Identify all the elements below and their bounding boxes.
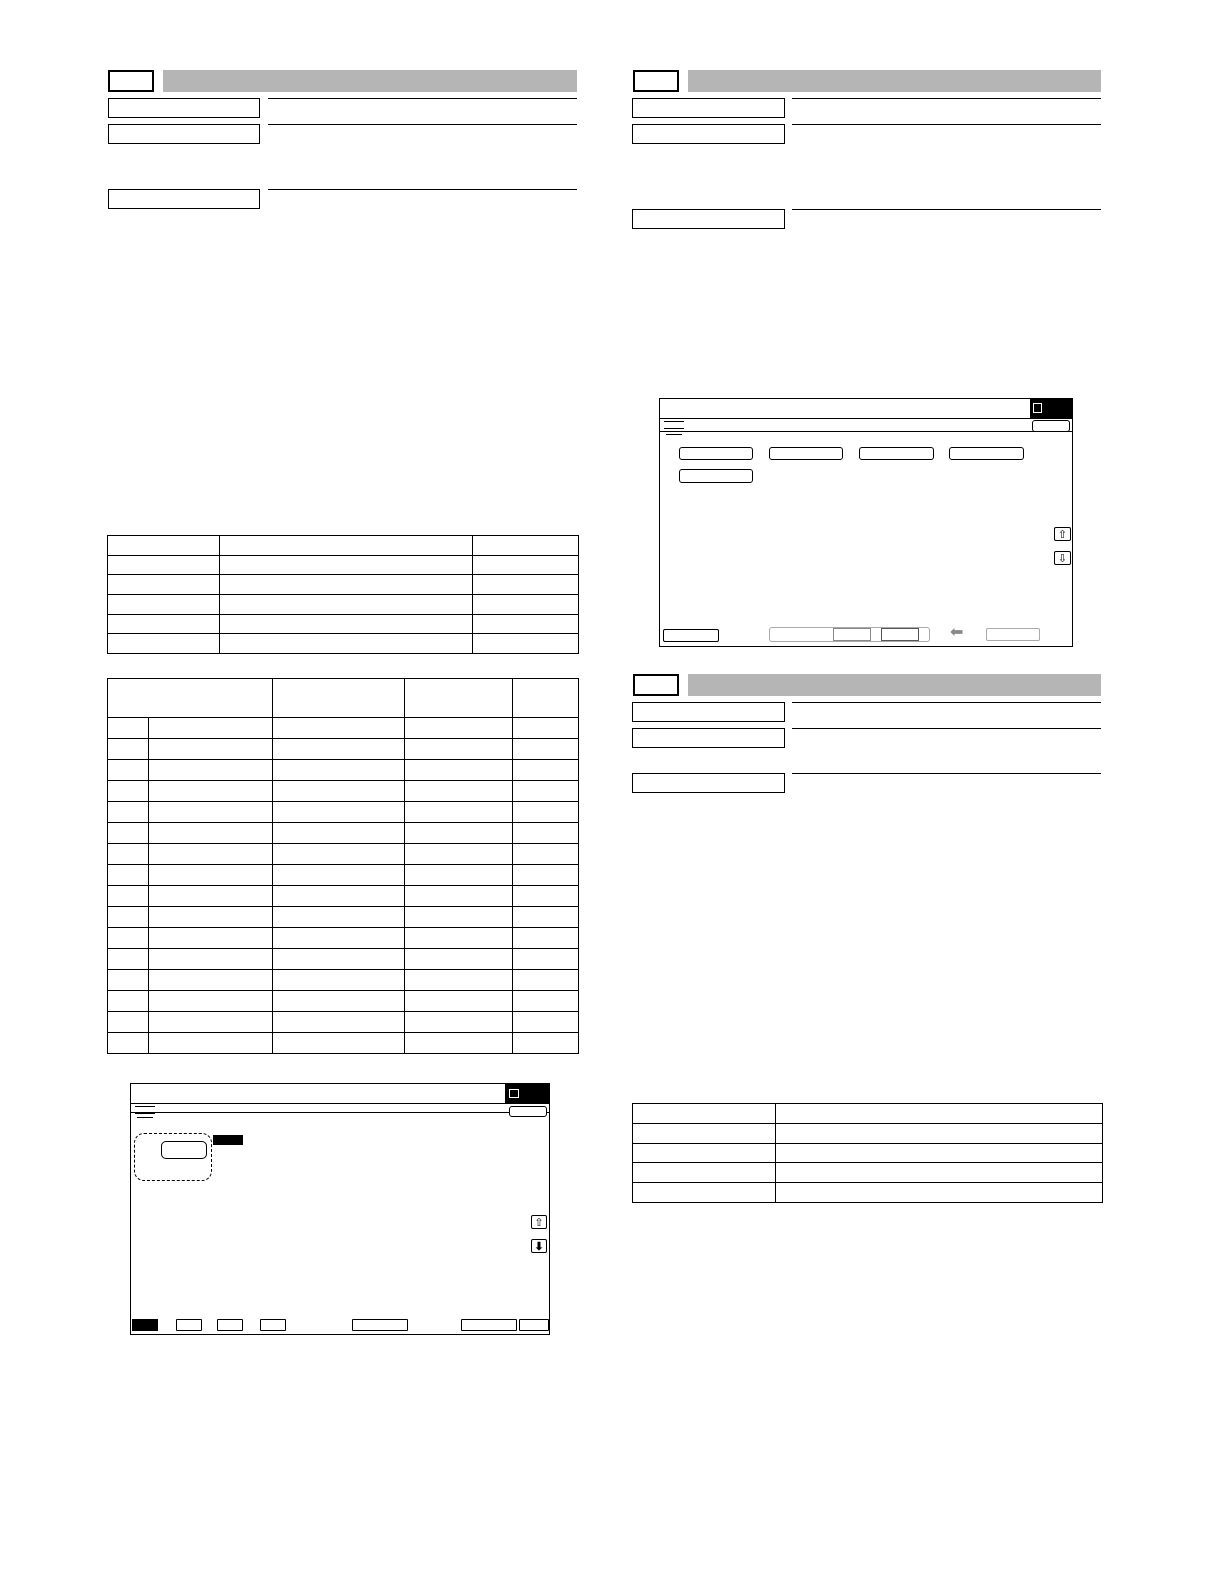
arrow-down-icon: ⬇	[534, 1241, 544, 1253]
tab-3[interactable]	[217, 1319, 243, 1331]
value-increment-button[interactable]	[881, 628, 919, 641]
table-row	[108, 823, 579, 844]
right-section-a-number-box	[633, 70, 679, 92]
status-badge	[213, 1135, 243, 1145]
menu-lines-icon	[664, 421, 684, 429]
left-param-rule-1	[268, 98, 577, 99]
value-decrement-button[interactable]	[833, 628, 871, 641]
left-param-rule-2	[268, 124, 577, 125]
table-row	[108, 949, 579, 970]
table-row	[108, 907, 579, 928]
option-button-5[interactable]	[679, 469, 753, 483]
table-row	[633, 1123, 1103, 1143]
table-row	[633, 1183, 1103, 1203]
bottom-action-button-2[interactable]	[461, 1319, 517, 1331]
table-row	[108, 991, 579, 1012]
option-button-4[interactable]	[949, 447, 1024, 460]
right-a-param-rule-3	[792, 209, 1101, 210]
right-a-param-label-1	[632, 98, 785, 118]
table-row	[633, 1143, 1103, 1163]
left-section-title-bar	[163, 70, 577, 92]
table-row	[108, 865, 579, 886]
right-a-param-label-2	[632, 124, 785, 144]
right-a-param-rule-2	[792, 124, 1101, 125]
table-row	[108, 555, 579, 575]
header-divider	[131, 1112, 549, 1113]
table-row	[108, 928, 579, 949]
right-a-param-label-3	[632, 209, 785, 229]
table-row	[108, 844, 579, 865]
title-divider	[660, 418, 1072, 419]
left-screen-mockup	[130, 1083, 550, 1335]
right-b-param-label-1	[632, 702, 785, 722]
table-row	[108, 536, 579, 556]
scroll-down-button[interactable]	[1054, 551, 1071, 565]
table-row	[633, 1104, 1103, 1124]
table-row	[108, 739, 579, 760]
bottom-action-button-1[interactable]	[352, 1319, 408, 1331]
arrow-down-icon: ⇩	[1057, 553, 1068, 565]
option-button-1[interactable]	[679, 447, 753, 460]
table-row	[108, 1012, 579, 1033]
table-row	[108, 594, 579, 614]
left-param-label-3	[108, 189, 260, 209]
right-screen-mockup	[659, 398, 1073, 647]
right-section-a-title-bar	[688, 70, 1101, 92]
right-b-param-rule-3	[792, 773, 1101, 774]
table-row	[108, 802, 579, 823]
table-row	[108, 886, 579, 907]
scroll-up-button[interactable]	[1054, 527, 1071, 541]
printer-icon	[1030, 399, 1072, 418]
left-param-rule-3	[268, 189, 577, 190]
right-section-b-title-bar	[688, 674, 1101, 696]
left-table-2	[107, 678, 579, 1054]
bottom-left-button[interactable]	[663, 629, 719, 642]
close-button[interactable]	[509, 1106, 547, 1117]
table-row	[108, 760, 579, 781]
arrow-left-icon[interactable]: ⬅	[950, 624, 964, 641]
arrow-up-icon: ⇧	[1057, 529, 1068, 541]
table-row	[108, 970, 579, 991]
left-table-1	[107, 535, 579, 654]
scroll-up-button[interactable]	[531, 1215, 547, 1229]
title-divider	[131, 1103, 549, 1104]
arrow-up-icon: ⇧	[534, 1217, 544, 1229]
right-b-param-label-2	[632, 728, 785, 748]
menu-lines-icon-lower	[137, 1117, 153, 1118]
tab-4[interactable]	[260, 1319, 286, 1331]
table-row	[108, 718, 579, 739]
scroll-down-button[interactable]	[531, 1239, 547, 1253]
option-button-3[interactable]	[859, 447, 934, 460]
left-section-number-box	[108, 70, 154, 92]
table-row	[108, 781, 579, 802]
bottom-action-button-3[interactable]	[519, 1319, 549, 1331]
menu-lines-icon-lower	[666, 434, 682, 435]
right-section-b-number-box	[633, 674, 679, 696]
left-param-label-1	[108, 98, 260, 118]
close-button[interactable]	[1032, 420, 1070, 432]
header-divider	[660, 431, 1072, 432]
tab-1[interactable]	[132, 1319, 158, 1331]
right-b-param-label-3	[632, 773, 785, 793]
right-b-param-rule-1	[792, 702, 1101, 703]
option-button-2[interactable]	[769, 447, 843, 460]
selected-option-button[interactable]	[161, 1141, 207, 1159]
right-table-3	[632, 1103, 1103, 1203]
table-row	[108, 614, 579, 634]
table-row	[108, 634, 579, 654]
table-row	[108, 1033, 579, 1054]
tab-2[interactable]	[176, 1319, 202, 1331]
left-param-label-2	[108, 124, 260, 144]
table-row	[108, 575, 579, 595]
right-b-param-rule-2	[792, 728, 1101, 729]
table-row	[633, 1163, 1103, 1183]
printer-icon	[505, 1084, 549, 1103]
table-header-row	[108, 679, 579, 718]
bottom-right-button[interactable]	[986, 628, 1040, 641]
right-a-param-rule-1	[792, 98, 1101, 99]
